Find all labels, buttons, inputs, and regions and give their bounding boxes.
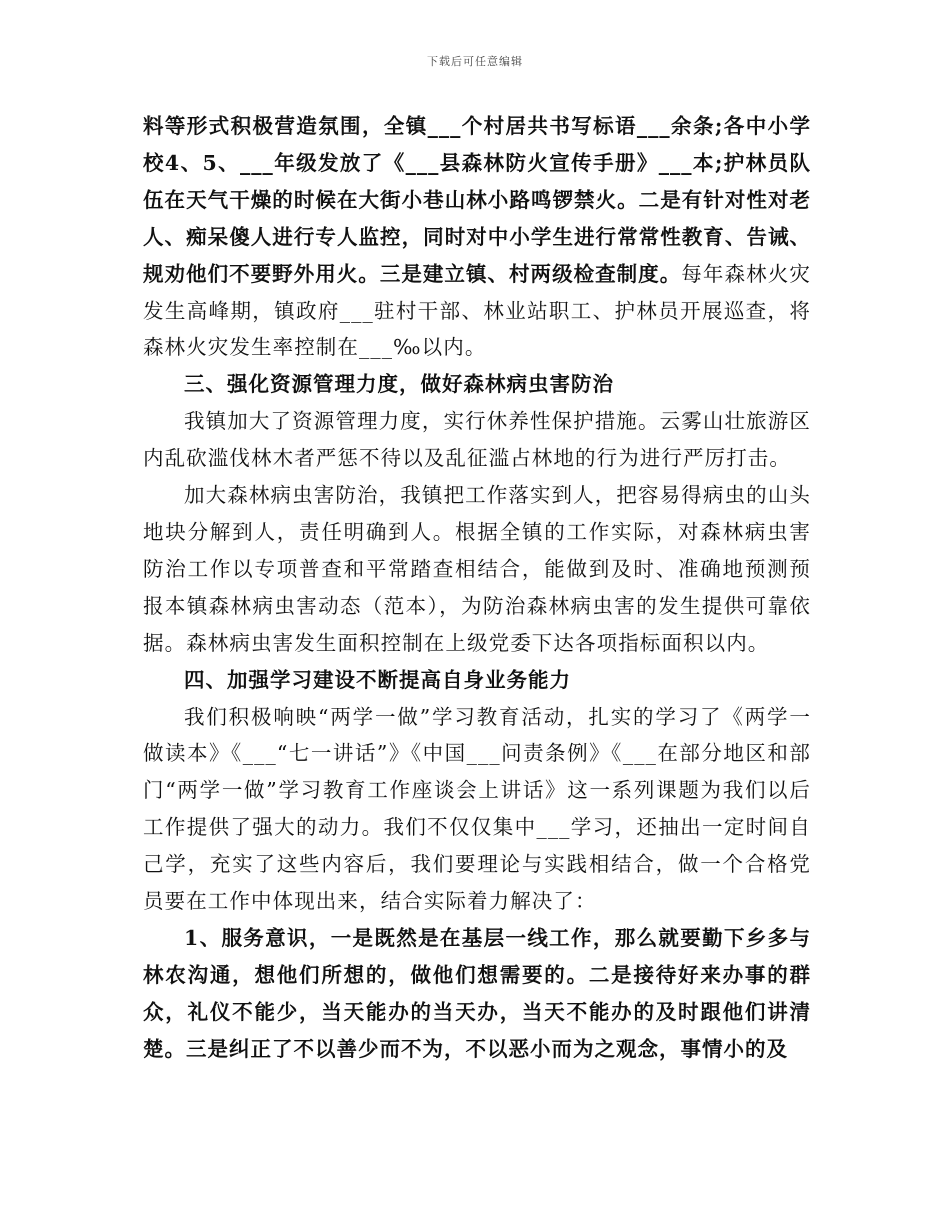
paragraph-fire-prevention-bold-run: 料等形式积极营造氛围，全镇___个村居共书写标语___余条;各中小学校4、5、___年级发放了《___县森林防火宣传手册》___本;护林员队伍在天气干燥的时候在大街小巷山林小路鸣锣禁火。二是有针对性对老人、痴呆傻人进行专人监控，同时对中小学生进行常常性教育、告诫、规劝他们不要野外用火。三是建立镇、村两级检查制度。 xyxy=(143,114,812,286)
page-header: 下载后可任意编辑 xyxy=(427,55,523,68)
paragraph-pest-control: 加大森林病虫害防治，我镇把工作落实到人，把容易得病虫的山头地块分解到人，责任明确到人。根据全镇的工作实际，对森林病虫害防治工作以专项普查和平常踏查相结合，能做到及时、准确地预测预报本镇森林病虫害动态（范本），为防治森林病虫害的发生提供可靠依据。森林病虫害发生面积控制在上级党委下达各项指标面积以内。 xyxy=(143,483,811,655)
paragraph-fire-prevention xyxy=(143,108,811,366)
section-heading-4: 四、加强学习建设不断提高自身业务能力 xyxy=(184,667,571,692)
section-heading-3: 三、强化资源管理力度，做好森林病虫害防治 xyxy=(184,372,614,397)
paragraph-resource-management: 我镇加大了资源管理力度，实行休养性保护措施。云雾山壮旅游区内乱砍滥伐林木者严惩不待以及乱征滥占林地的行为进行严厉打击。 xyxy=(143,409,811,471)
paragraph-fire-prevention-normal-run: 每年森林火灾发生高峰期，镇政府___驻村干部、林业站职工、护林员开展巡查，将森林火灾发生率控制在___‰以内。 xyxy=(143,261,811,360)
paragraph-service-awareness: 1、服务意识，一是既然是在基层一线工作，那么就要勤下乡多与林农沟通，想他们所想的，做他们想需要的。二是接待好来办事的群众，礼仪不能少，当天能办的当天办，当天不能办的及时跟他们讲清楚。三是纠正了不以善少而不为，不以恶小而为之观念，事情小的及 xyxy=(143,925,811,1061)
document-body xyxy=(143,108,811,1068)
paragraph-study: 我们积极响映“两学一做”学习教育活动，扎实的学习了《两学一做读本》《___“七一讲话”》《中国___问责条例》《___在部分地区和部门“两学一做”学习教育工作座谈会上讲话》这一系列课题为我们以后工作提供了强大的动力。我们不仅仅集中___学习，还抽出一定时间自己学，充实了这些内容后，我们要理论与实践相结合，做一个合格党员要在工作中体现出来，结合实际着力解决了： xyxy=(143,704,811,914)
